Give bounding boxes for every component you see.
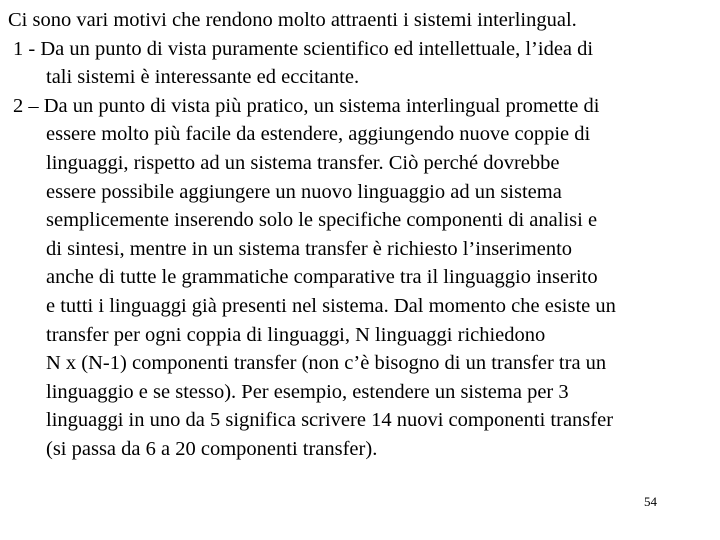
list-item-1 — [8, 35, 716, 92]
item-2-line-1: 2 – Da un punto di vista più pratico, un sistema interlingual promette di — [13, 94, 600, 117]
item-2-line-9: transfer per ogni coppia di linguaggi, N linguaggi richiedono — [46, 323, 546, 346]
list-item-2 — [8, 92, 716, 464]
item-2-line-12: linguaggi in uno da 5 significa scrivere 14 nuovi componenti transfer — [46, 409, 614, 432]
page-number: 54 — [644, 494, 657, 509]
item-2-line-11: linguaggio e se stesso). Per esempio, estendere un sistema per 3 — [46, 380, 569, 403]
item-2-line-8: e tutti i linguaggi già presenti nel sistema. Dal momento che esiste un — [46, 294, 616, 317]
item-2-line-4: essere possibile aggiungere un nuovo linguaggio ad un sistema — [46, 180, 562, 203]
item-1-line-1: 1 - Da un punto di vista puramente scientifico ed intellettuale, l’idea di — [13, 37, 594, 60]
item-1-line-2: tali sistemi è interessante ed eccitante. — [46, 66, 360, 89]
item-2-line-6: di sintesi, mentre in un sistema transfer è richiesto l’inserimento — [46, 237, 573, 260]
item-2-line-10: N x (N-1) componenti transfer (non c’è bisogno di un transfer tra un — [46, 352, 607, 375]
item-2-line-2: essere molto più facile da estendere, aggiungendo nuove coppie di — [46, 123, 591, 146]
item-2-line-13: (si passa da 6 a 20 componenti transfer). — [46, 437, 378, 460]
intro-paragraph: Ci sono vari motivi che rendono molto attraenti i sistemi interlingual. — [8, 9, 577, 31]
item-2-line-7: anche di tutte le grammatiche comparative tra il linguaggio inserito — [46, 266, 598, 289]
item-2-line-3: linguaggi, rispetto ad un sistema transfer. Ciò perché dovrebbe — [46, 151, 560, 174]
slide-text — [8, 6, 716, 464]
item-2-line-5: semplicemente inserendo solo le specifiche componenti di analisi e — [46, 209, 598, 232]
